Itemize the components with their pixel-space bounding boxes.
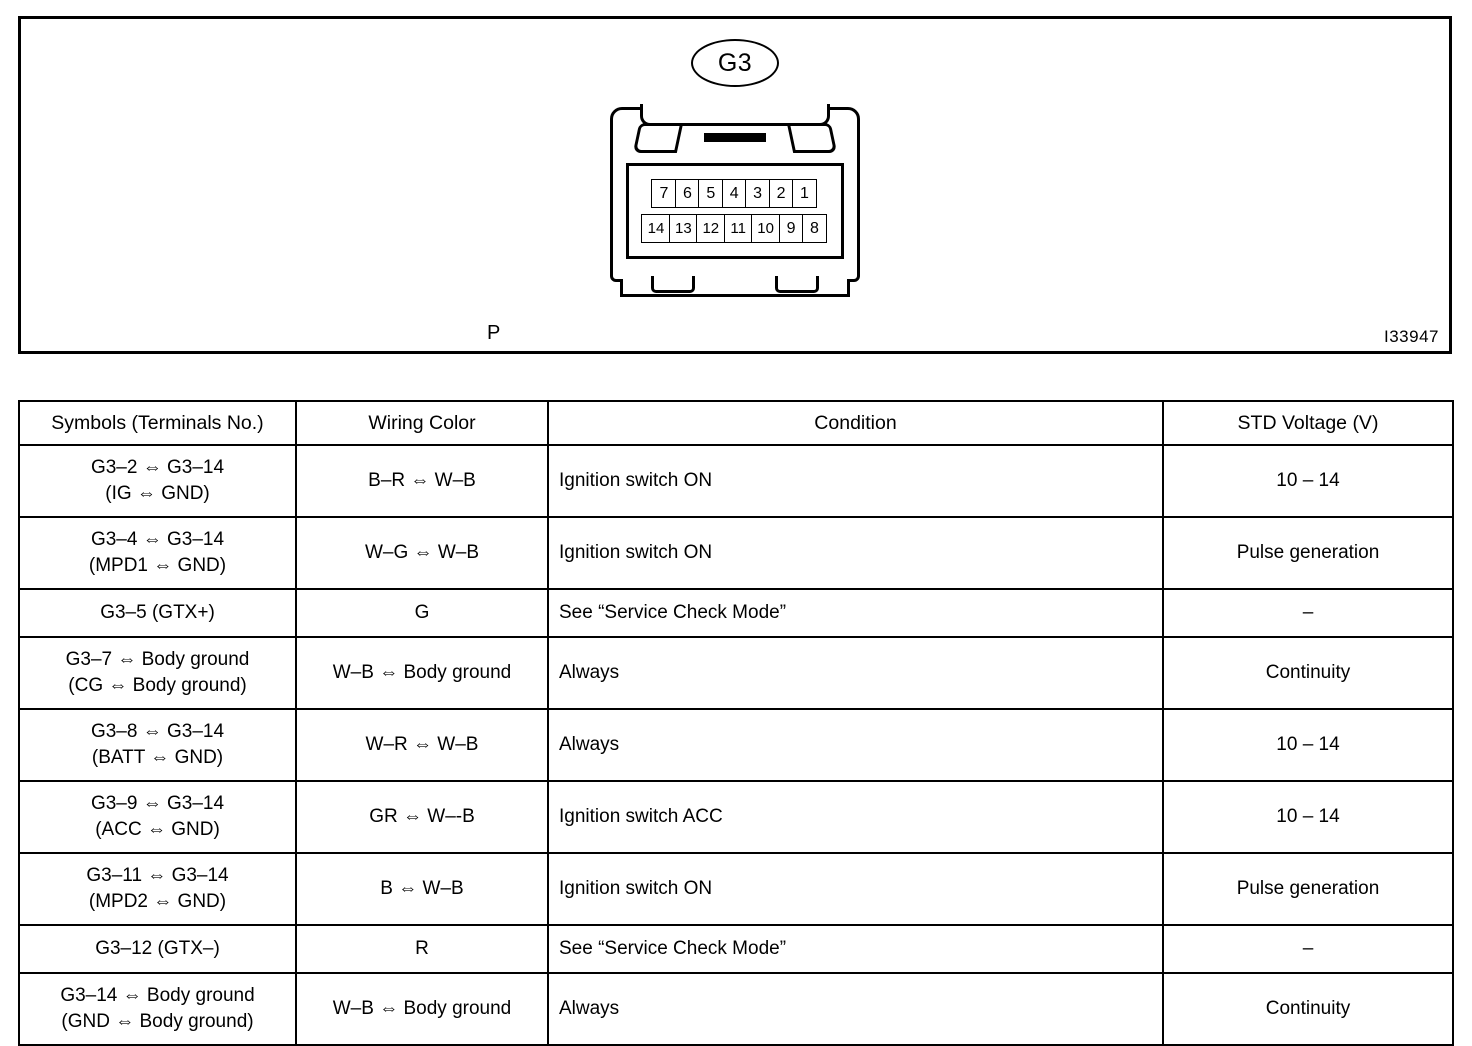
symbol-line-1: G3–4 ⇔ G3–14	[90, 529, 225, 551]
cell-std-voltage: 10 – 14	[1163, 445, 1453, 517]
symbol-line-2: (MPD2 ⇔ GND)	[88, 891, 227, 912]
symbol-line-1: G3–8 ⇔ G3–14	[90, 721, 225, 743]
cell-condition: See “Service Check Mode”	[548, 589, 1163, 637]
connector-id-label: G3	[717, 48, 753, 77]
cell-wiring-color: W–B ⇔ Body ground	[296, 637, 548, 709]
column-header-symbols: Symbols (Terminals No.)	[19, 401, 296, 445]
cell-condition: Always	[548, 637, 1163, 709]
symbol-line-2: (BATT ⇔ GND)	[91, 747, 224, 768]
terminal-pin: 14	[641, 214, 670, 243]
cell-std-voltage: Continuity	[1163, 973, 1453, 1045]
cell-wiring-color: R	[296, 925, 548, 973]
cell-condition: Ignition switch ON	[548, 517, 1163, 589]
cell-std-voltage: 10 – 14	[1163, 709, 1453, 781]
terminal-pin: 6	[675, 179, 700, 208]
connector-drawing	[610, 107, 860, 297]
cell-symbols	[19, 637, 296, 709]
cell-wiring-color: W–G ⇔ W–B	[296, 517, 548, 589]
connector-base-notch-left	[651, 276, 695, 293]
cell-std-voltage: –	[1163, 589, 1453, 637]
terminal-pin: 2	[769, 179, 794, 208]
terminal-row-top	[635, 179, 835, 208]
symbol-line-1: G3–9 ⇔ G3–14	[90, 793, 225, 815]
symbol-line-2: (ACC ⇔ GND)	[95, 819, 220, 840]
terminal-pin: 11	[724, 214, 753, 243]
symbol-line-1: G3–12 (GTX–)	[95, 938, 220, 960]
symbol-line-1: G3–11 ⇔ G3–14	[86, 865, 229, 887]
cell-condition: Ignition switch ACC	[548, 781, 1163, 853]
terminal-pin: 10	[751, 214, 780, 243]
terminal-pin: 5	[698, 179, 723, 208]
cell-symbols	[19, 853, 296, 925]
cell-condition: See “Service Check Mode”	[548, 925, 1163, 973]
table-row	[19, 637, 1453, 709]
terminal-pin: 13	[669, 214, 698, 243]
connector-id-badge	[691, 39, 779, 87]
column-header-std-voltage: STD Voltage (V)	[1163, 401, 1453, 445]
cell-condition: Ignition switch ON	[548, 853, 1163, 925]
symbol-line-1: G3–2 ⇔ G3–14	[90, 457, 225, 479]
figure-reference-code: I33947	[1384, 327, 1439, 346]
cell-wiring-color: B ⇔ W–B	[296, 853, 548, 925]
symbol-line-2: (GND ⇔ Body ground)	[61, 1011, 254, 1032]
cell-symbols	[19, 925, 296, 973]
cell-std-voltage: Pulse generation	[1163, 853, 1453, 925]
cell-symbols	[19, 781, 296, 853]
terminal-cavity-block	[626, 163, 844, 259]
table-row	[19, 781, 1453, 853]
cell-std-voltage: –	[1163, 925, 1453, 973]
column-header-wiring-color: Wiring Color	[296, 401, 548, 445]
cell-wiring-color: B–R ⇔ W–B	[296, 445, 548, 517]
terminal-pin: 9	[779, 214, 804, 243]
cell-symbols	[19, 589, 296, 637]
cell-wiring-color: W–R ⇔ W–B	[296, 709, 548, 781]
cell-symbols	[19, 709, 296, 781]
symbol-line-1: G3–5 (GTX+)	[100, 602, 215, 624]
table-row	[19, 445, 1453, 517]
terminal-pin: 7	[651, 179, 676, 208]
cell-std-voltage: 10 – 14	[1163, 781, 1453, 853]
cell-condition: Always	[548, 973, 1163, 1045]
terminal-pin: 8	[802, 214, 827, 243]
table-row	[19, 517, 1453, 589]
terminal-pin: 1	[792, 179, 817, 208]
terminal-pin: 3	[745, 179, 770, 208]
symbol-line-1: G3–14 ⇔ Body ground	[60, 985, 255, 1007]
cell-std-voltage: Pulse generation	[1163, 517, 1453, 589]
table-row	[19, 709, 1453, 781]
cell-condition: Ignition switch ON	[548, 445, 1163, 517]
cell-symbols	[19, 517, 296, 589]
cell-symbols	[19, 445, 296, 517]
terminal-pin: 4	[722, 179, 747, 208]
cell-wiring-color: G	[296, 589, 548, 637]
cell-wiring-color: W–B ⇔ Body ground	[296, 973, 548, 1045]
symbol-line-2: (MPD1 ⇔ GND)	[88, 555, 227, 576]
figure-caption: P	[487, 322, 501, 344]
terminal-spec-table	[18, 400, 1454, 1046]
table-header-row	[19, 401, 1453, 445]
symbol-line-2: (CG ⇔ Body ground)	[68, 675, 247, 696]
table-row	[19, 589, 1453, 637]
terminal-row-bottom	[635, 214, 835, 243]
cell-condition: Always	[548, 709, 1163, 781]
cell-symbols	[19, 973, 296, 1045]
latch-center-bar	[704, 133, 766, 142]
latch-left-tab	[633, 123, 683, 153]
column-header-condition: Condition	[548, 401, 1163, 445]
table-row	[19, 925, 1453, 973]
connector-base	[620, 279, 850, 297]
table-row	[19, 973, 1453, 1045]
connector-base-notch-right	[775, 276, 819, 293]
terminal-pin: 12	[696, 214, 725, 243]
symbol-line-2: (IG ⇔ GND)	[105, 483, 210, 504]
cell-wiring-color: GR ⇔ W–-B	[296, 781, 548, 853]
symbol-line-1: G3–7 ⇔ Body ground	[65, 649, 250, 671]
connector-figure-panel	[18, 16, 1452, 354]
cell-std-voltage: Continuity	[1163, 637, 1453, 709]
latch-right-tab	[787, 123, 837, 153]
connector-latch	[636, 123, 834, 155]
table-row	[19, 853, 1453, 925]
